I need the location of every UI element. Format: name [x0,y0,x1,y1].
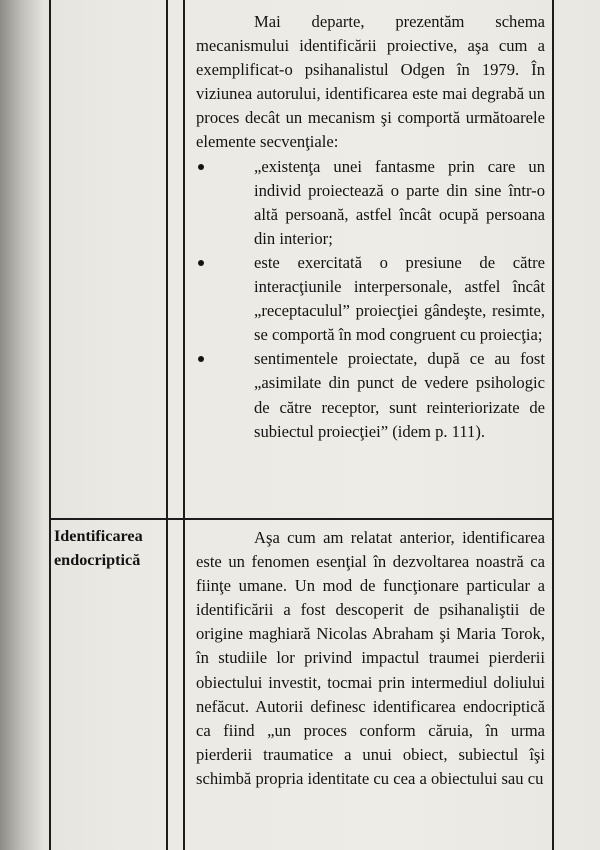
bullet-icon [198,164,204,170]
list-item [196,155,545,251]
list-item [196,347,545,443]
section2-label [54,524,162,572]
bullet-icon [198,260,204,266]
bullet-text: este exercitată o presiune de către interacţiunile interpersonale, astfel încât „receptaculul” proiecţiei gândeşte, resimte, se comportă în mod congruent cu proiecţia; [254,252,545,345]
section1-intro: Mai departe, prezentăm schema mecanismului identificării proiective, aşa cum a exemplificat-o psihanalistul Odgen în 1979. În viziunea autorului, identificarea este mai degrabă un proces decât un mecanism şi comportă următoarele elemente secvenţiale: [196,12,545,152]
section2-text: Aşa cum am relatat anterior, identificarea este un fenomen esenţial în dezvoltarea noastră ca fiinţe umane. Un mod de funcţionare particular a identificării a fost descoperit de psihanaliştii de origine maghiară Nicolas Abraham şi Maria Torok, în studiile lor privind impactul traumei pierderii obiectului investit, tocmai prin intermediul doliului nefăcut. Autorii definesc identificarea endocriptică ca fiind „un proces conform căruia, în urma pierderii traumatice a unui obiect, subiectul îşi schimbă propria identitate cu cea a obiectului sau cu [196,528,545,788]
bullet-icon [198,356,204,362]
section2-label-line2: endocriptică [54,551,141,569]
bullet-text: „existenţa unei fantasme prin care un individ proiectează o parte din sine într-o altă persoană, astfel încât ocupă persoana din interior; [254,156,545,248]
section1-content [196,10,545,444]
table-column-divider-2 [183,0,185,850]
table-row-divider [49,518,554,520]
section2-content [196,526,545,791]
table-left-border [49,0,51,850]
bullet-text: sentimentele proiectate, după ce au fost „asimilate din punct de vedere psihologic de către receptor, sunt reinteriorizate de subiectul proiecţiei” (idem p. 111). [254,349,545,441]
list-item [196,251,545,347]
table-column-divider-1 [166,0,168,850]
section2-label-line1: Identificarea [54,527,143,545]
table-right-border [552,0,554,850]
